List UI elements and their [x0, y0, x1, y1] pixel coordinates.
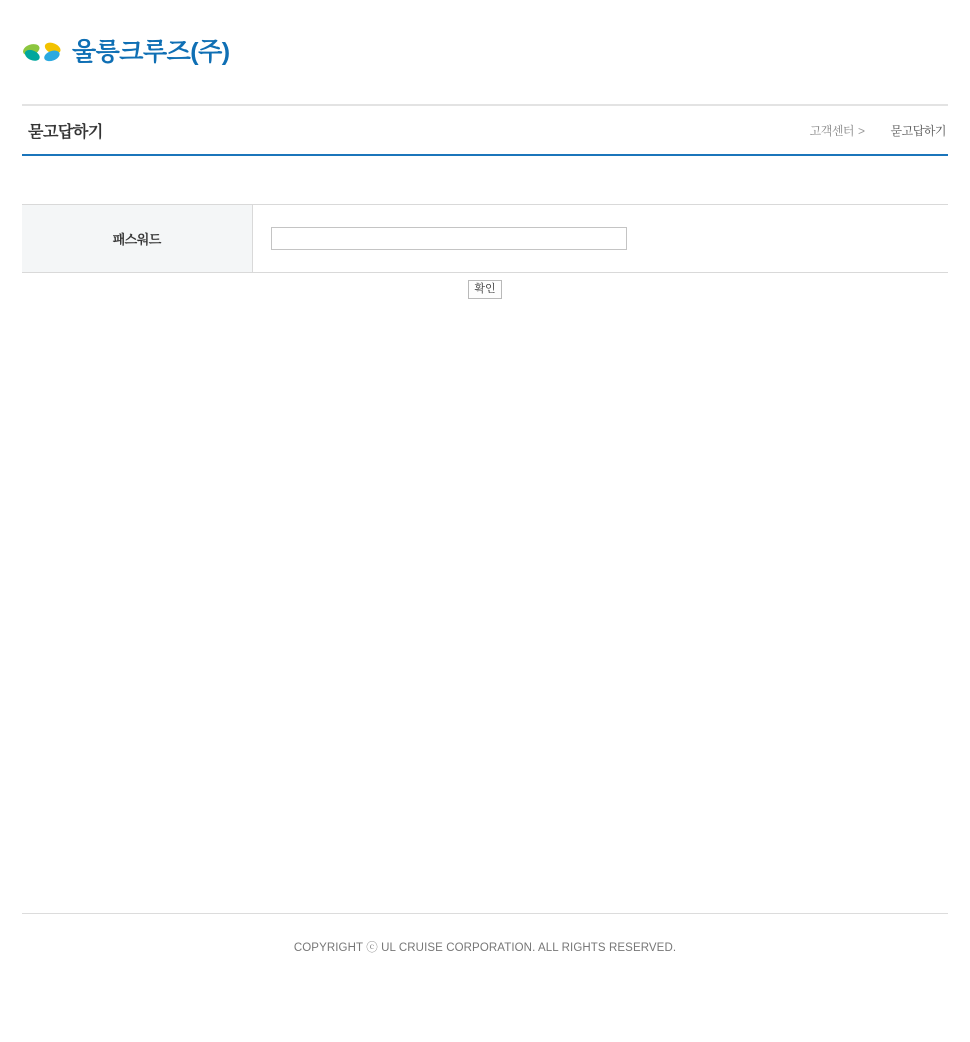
site-footer	[0, 913, 970, 955]
password-field-cell	[252, 205, 948, 273]
breadcrumb-separator: >	[858, 123, 865, 138]
copyright-text: COPYRIGHT ⓒ UL CRUISE CORPORATION. ALL RIGHTS RESERVED.	[293, 942, 677, 954]
password-form-table	[22, 204, 948, 273]
site-header	[0, 0, 970, 104]
main-content	[22, 156, 948, 299]
pinwheel-flower-logo-icon	[22, 32, 62, 72]
page-title-bar	[22, 104, 948, 156]
site-logo-text	[72, 37, 230, 66]
site-logo-suffix: (주)	[190, 37, 230, 66]
site-logo-name: 울릉크루즈	[72, 37, 191, 66]
breadcrumb	[810, 122, 948, 139]
breadcrumb-current: 묻고답하기	[890, 123, 946, 138]
table-row	[22, 205, 948, 273]
password-label: 패스워드	[22, 205, 252, 273]
page-title: 묻고답하기	[28, 123, 103, 141]
password-input[interactable]	[271, 227, 627, 250]
site-logo-link[interactable]	[22, 32, 230, 72]
confirm-button[interactable]: 확인	[468, 280, 501, 299]
form-actions	[22, 280, 948, 299]
breadcrumb-parent[interactable]: 고객센터 >	[809, 123, 865, 138]
